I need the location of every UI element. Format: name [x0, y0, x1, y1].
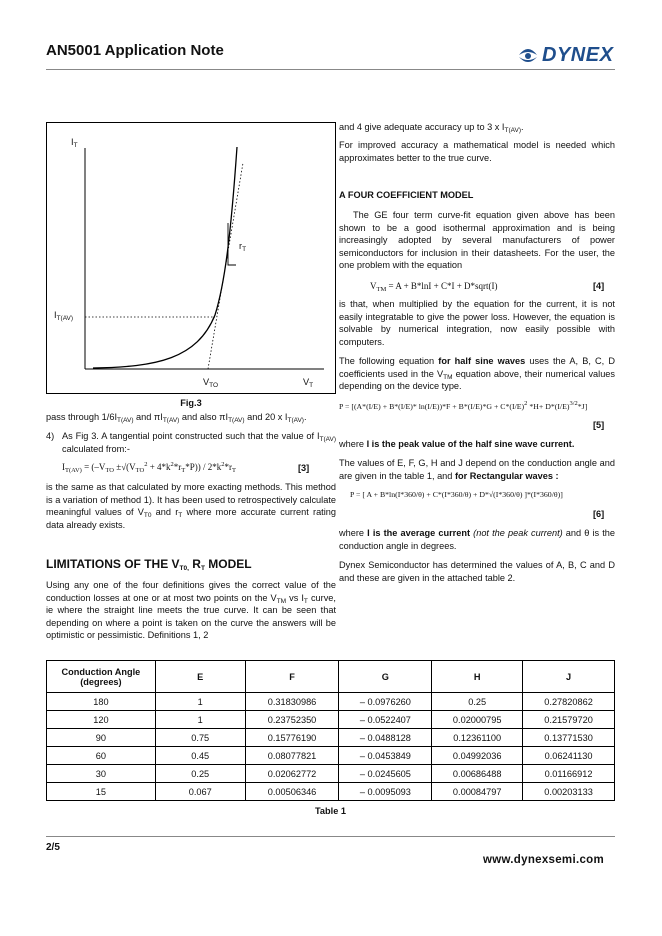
- table-cell: 0.02062772: [245, 765, 339, 783]
- table-cell: 120: [47, 711, 156, 729]
- website-url[interactable]: www.dynexsemi.com: [483, 854, 604, 866]
- table-cell: 0.21579720: [523, 711, 615, 729]
- table-cell: 0.00686488: [432, 765, 523, 783]
- table-header-cell: Conduction Angle (degrees): [47, 661, 156, 693]
- document-title: AN5001 Application Note: [46, 42, 224, 59]
- table-cell: 60: [47, 747, 156, 765]
- equation-5: P = [(A*(I/E) + B*(I/E)* $\ln(I/E))*F + B*(I/E)*G + C*(I/E)^2$ $*H+ D*(I/E)^{3/2}*J$]: [339, 400, 588, 411]
- dynex-logo: [517, 43, 613, 67]
- footer-rule: [46, 836, 615, 837]
- table-cell: 1: [155, 711, 245, 729]
- table-cell: 0.08077821: [245, 747, 339, 765]
- table-cell: – 0.0488128: [339, 729, 432, 747]
- equation-4-number: [4]: [593, 281, 605, 291]
- equation-6: P = [ A + B*ln(I*360/θ) + C*(I*360/θ) + D*√(I*360/θ) ]*(I*360/θ)]: [350, 490, 563, 499]
- right-para-7: The values of E, F, G, H and J depend on the conduction angle and are given in the table 1, and for Rectangular waves :: [339, 458, 615, 481]
- header-rule: [46, 69, 615, 70]
- left-para-3: Using any one of the four definitions gives the correct value of the conduction losses at one or at most two points on the $V_{TM}$ vs $I_T$ curve, ie where the straight line meets the true curve. It can be seen that depending on where a point is taken on the curve the answers will be optimistic or pessimistic. Definitions 1, 2: [46, 580, 336, 641]
- table-cell: – 0.0245605: [339, 765, 432, 783]
- right-para-2: For improved accuracy a mathematical model is needed which approximates better to the true curve.: [339, 140, 615, 163]
- right-para-3: The GE four term curve-fit equation given above has been shown to be a good isothermal approximation and is being increasingly adopted by several manufacturers of power semiconductors for inclusion in their datasheets. For the user, the one problem with the equation: [339, 210, 615, 271]
- right-para-8: where I is the average current (not the peak current) and θ is the conduction angle in degrees.: [339, 528, 616, 551]
- table-header-cell: G: [339, 661, 432, 693]
- table-cell: 0.01166912: [523, 765, 615, 783]
- right-para-5: The following equation for half sine waves uses the A, B, C, D coefficients used in the $V_{TM}$ equation above, their numerical values depending on the device type.: [339, 356, 616, 392]
- table-header-row: [47, 661, 615, 693]
- table-cell: – 0.0522407: [339, 711, 432, 729]
- table-cell: 0.067: [155, 783, 245, 801]
- table-cell: 0.27820862: [523, 693, 615, 711]
- page-number: 2/5: [46, 842, 60, 853]
- table-cell: 30: [47, 765, 156, 783]
- figure-3: [46, 122, 336, 394]
- table-1: [46, 660, 615, 801]
- table-cell: 0.45: [155, 747, 245, 765]
- table-row: [47, 765, 615, 783]
- list-item-4-number: 4): [46, 431, 55, 441]
- table-row: [47, 729, 615, 747]
- vi-curve: [93, 147, 237, 368]
- table-cell: 0.15776190: [245, 729, 339, 747]
- equation-4: $V_{TM} = A + B*\ln I + C*I$ + D*sqrt(I): [370, 281, 498, 293]
- logo-wordmark: DYNEX: [542, 43, 614, 66]
- table-caption: Table 1: [315, 806, 346, 816]
- figure-caption: Fig.3: [180, 398, 202, 408]
- table-cell: – 0.0453849: [339, 747, 432, 765]
- table-cell: 0.04992036: [432, 747, 523, 765]
- table-cell: 0.75: [155, 729, 245, 747]
- table-cell: 15: [47, 783, 156, 801]
- table-row: [47, 747, 615, 765]
- section-heading-four-coefficient: A FOUR COEFFICIENT MODEL: [339, 190, 474, 200]
- table-row: [47, 693, 615, 711]
- x-axis-label: $V_T$: [303, 377, 314, 389]
- table-cell: 180: [47, 693, 156, 711]
- table-cell: 0.06241130: [523, 747, 615, 765]
- equation-6-number: [6]: [593, 509, 605, 519]
- table-cell: – 0.0095093: [339, 783, 432, 801]
- table-cell: 1: [155, 693, 245, 711]
- vi-curve-plot: [47, 123, 335, 393]
- table-cell: – 0.0976260: [339, 693, 432, 711]
- right-para-1: and 4 give adequate accuracy up to 3 x $I_{T(AV)}$.: [339, 122, 524, 134]
- rt-label: $r_T$: [239, 241, 247, 253]
- table-row: [47, 783, 615, 801]
- section-heading-limitations: LIMITATIONS OF THE $V_{T0,}$ $R_T$ MODEL: [46, 557, 252, 572]
- table-cell: 0.25: [155, 765, 245, 783]
- right-para-6: where I is the peak value of the half sine wave current.: [339, 439, 575, 449]
- table-header-cell: J: [523, 661, 615, 693]
- table-cell: 0.31830986: [245, 693, 339, 711]
- table-cell: 0.23752350: [245, 711, 339, 729]
- y-axis-label: $I_T$: [71, 137, 78, 149]
- table-row: [47, 711, 615, 729]
- left-para-1: pass through $1/6I_{T(AV)}$ and $\pi I_{T(AV)}$ and also $\pi I_{T(AV)}$ and 20 x $I_{T(AV)}$.: [46, 412, 307, 424]
- dynex-logo-icon: [517, 45, 539, 65]
- table-cell: 0.13771530: [523, 729, 615, 747]
- right-para-9: Dynex Semiconductor has determined the values of A, B, C and D and these are given in the attached table 2.: [339, 560, 615, 583]
- table-cell: 0.12361100: [432, 729, 523, 747]
- right-para-4: is that, when multiplied by the equation for the current, it is not easily integratable to give the power loss. However, the equation is solvable by numerical integration, now easily possible with computers.: [339, 299, 615, 347]
- table-header-cell: E: [155, 661, 245, 693]
- table-cell: 0.25: [432, 693, 523, 711]
- left-para-2: is the same as that calculated by more exacting methods. This method is a variation of method 1). It has been used to retrospectively calculate meaningful values of $V_{T0}$ and $r_T$ where more accurate current rating data already exists.: [46, 482, 336, 530]
- equation-5-number: [5]: [593, 420, 605, 430]
- table-cell: 0.00506346: [245, 783, 339, 801]
- table-cell: 0.00203133: [523, 783, 615, 801]
- table-header-cell: F: [245, 661, 339, 693]
- table-cell: 0.00084797: [432, 783, 523, 801]
- table-cell: 90: [47, 729, 156, 747]
- vto-tick-label: $V_{TO}$: [203, 377, 219, 389]
- list-item-4-text: As Fig 3. A tangential point constructed such that the value of $I_{T(AV)}$ calculated from:-: [62, 431, 336, 454]
- equation-3-number: [3]: [298, 463, 310, 473]
- itav-label: $I_{T(AV)}$: [54, 310, 74, 322]
- table-header-cell: H: [432, 661, 523, 693]
- equation-3: $I_{T(AV)} = (-V_{TO} \pm√(V_{TO}^2 + 4*k^2*r_T*P)) / 2*k^2*r_T$: [62, 461, 236, 474]
- table-cell: 0.02000795: [432, 711, 523, 729]
